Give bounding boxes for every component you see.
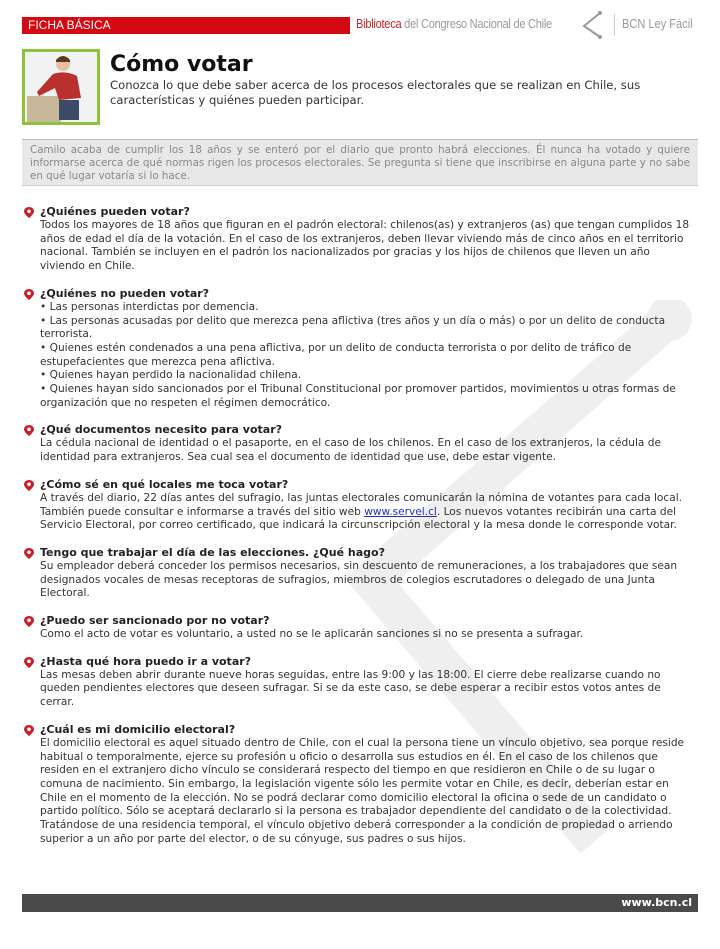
- footer-bar: www.bcn.cl: [22, 894, 698, 912]
- question-text: ¿Hasta qué hora puedo ir a votar?: [40, 654, 252, 668]
- faq-answer-line: • Las personas interdictas por demencia.: [40, 300, 259, 313]
- faq-answer-line: Como el acto de votar es voluntario, a usted no se le aplicarán sanciones si no se presenta a sufragar.: [40, 628, 584, 641]
- location-pin-icon: [24, 616, 34, 627]
- faq-question: [24, 655, 692, 669]
- faq-answer-line: • Las personas acusadas por delito que merezca pena aflictiva (tres años y un día o más) o por un delito de conducta terrorista.: [40, 314, 666, 341]
- scenario-box: Camilo acaba de cumplir los 18 años y se enteró por el diario que pronto habrá elecciones. Él nunca ha votado y quiere informarse acerca de qué normas rigen los procesos electorales. Se pregunta si tiene que inscribirse en alguna parte y no sabe en qué lugar votaría si lo hace.: [22, 139, 698, 186]
- faq-answer-line: Las mesas deben abrir durante nueve horas seguidas, entre las 9:00 y las 18:00. El cierre debe realizarse cuando no queden pendientes electores que deseen sufragar. Si se da este caso, se debe esperar a recibir estos votos antes de cerrar.: [40, 668, 661, 709]
- servel-link[interactable]: www.servel.cl: [364, 505, 437, 518]
- faq-answer: [24, 492, 692, 533]
- faq-answer-line: Todos los mayores de 18 años que figuran en el padrón electoral: chilenos(as) y extranjeros (as) que tengan cumplidos 18 años de edad el día de la votación. En el caso de los extranjeros, deben llevar viviendo más de cinco años en el territorio nacional. También se incluyen en el padrón los nacionalizados por gracias y los hijos de chilenos que lleven un año viviendo en Chile.: [40, 219, 690, 273]
- faq-question: [24, 205, 692, 219]
- header-divider: [614, 14, 615, 36]
- faq-section: [24, 478, 692, 533]
- faq-answer-line: La cédula nacional de identidad o el pasaporte, en el caso de los chilenos. En el caso de los extranjeros, la cédula de identidad para extranjeros. Sea cual sea el documento de identidad que use, debe estar vigente.: [40, 437, 662, 464]
- faq-answer-line: • Quienes hayan perdido la nacionalidad chilena.: [40, 369, 302, 382]
- question-text: ¿Qué documentos necesito para votar?: [40, 423, 283, 437]
- question-text: ¿Quiénes pueden votar?: [40, 205, 190, 218]
- page-title: Cómo votar: [110, 52, 253, 77]
- location-pin-icon: [24, 207, 34, 218]
- voter-icon: [25, 52, 97, 122]
- question-text: ¿Puedo ser sancionado por no votar?: [40, 614, 270, 628]
- faq-section: [24, 205, 692, 274]
- faq-question: [24, 546, 692, 560]
- brand-rest: del Congreso Nacional de Chile: [401, 16, 552, 31]
- location-pin-icon: [24, 725, 34, 736]
- location-pin-icon: [24, 657, 34, 668]
- location-pin-icon: [24, 425, 34, 436]
- faq-answer-line: • Quienes hayan sido sancionados por el Tribunal Constitucional por promover partidos, movimientos u otras formas de organización que no respeten el régimen democrático.: [40, 383, 676, 409]
- question-text: ¿Cómo sé en qué locales me toca votar?: [40, 477, 289, 491]
- question-text: Tengo que trabajar el día de las elecciones. ¿Qué hago?: [40, 545, 385, 559]
- answer-text: . Los nuevos votantes recibirán una carta del Servicio Electoral, por correo certificado, que indicará la circunscripción electoral y la mesa donde le corresponde votar.: [40, 505, 677, 532]
- question-text: ¿Cuál es mi domicilio electoral?: [40, 722, 236, 736]
- location-pin-icon: [24, 289, 34, 300]
- faq-section: [24, 614, 692, 642]
- ficha-basica-bar: FICHA BÁSICA: [22, 17, 350, 34]
- brand-bold: Biblioteca: [356, 16, 402, 31]
- faq-answer-line: El domicilio electoral es aquel situado dentro de Chile, con el cual la persona tiene un vínculo objetivo, sea porque reside habitual o temporalmente, ejerce su profesión u oficio o desarrolla sus estudios en él. En el caso de los chilenos que residen en el extranjero dicho vínculo se considerará respecto del tiempo en que residieron en Chile o de su lugar o comuna de nacimiento. Sin embargo, la legislación vigente sólo les permite votar en Chile, es decir, deberían estar en Chile en el momento de la elección. No se podrá declarar como domicilio electoral la oficina o sede de un candidato o partido político. Sólo se aceptará declararlo si la persona es trabajador dependiente del candidato o de la colectividad. Tratándose de una residencia temporal, el vínculo objetivo deberá corresponder a la condición de propiedad o arriendo superior a un año por parte del elector, o de su cónyuge, sus padres o sus hijos.: [40, 736, 685, 845]
- faq-question: [24, 287, 692, 301]
- faq-answer-line: Su empleador deberá conceder los permisos necesarios, sin descuento de remuneraciones, a los trabajadores que sean designados vocales de mesas receptoras de sufragios, miembros de colegios escrutadores o delegado de una Junta Electoral.: [40, 559, 678, 600]
- answer-text: A través del diario, 22 días antes del sufragio, las juntas electorales comunicarán la nómina de votantes para cada local. También puede consultar e informarse a través del sitio web: [40, 491, 683, 518]
- faq-section: [24, 287, 692, 411]
- faq-question: [24, 423, 692, 437]
- faq-question: [24, 614, 692, 628]
- location-pin-icon: [24, 480, 34, 491]
- page-subtitle: Conozca lo que debe saber acerca de los procesos electorales que se realizan en Chile, sus características y quiénes pueden participar.: [110, 78, 641, 107]
- faq-section: [24, 546, 692, 601]
- product-name: BCN Ley Fácil: [622, 16, 693, 31]
- bcn-logo-icon: [578, 10, 608, 40]
- faq-question: [24, 723, 692, 737]
- faq-sections: [24, 205, 692, 860]
- faq-section: [24, 655, 692, 710]
- brand-name: [356, 16, 552, 31]
- location-pin-icon: [24, 548, 34, 559]
- faq-answer-line: • Quienes estén condenados a una pena aflictiva, por un delito de conducta terrorista o por delito de tráfico de estupefacientes que merezca pena aflictiva.: [40, 341, 632, 368]
- question-text: ¿Quiénes no pueden votar?: [40, 286, 210, 300]
- faq-section: [24, 723, 692, 847]
- voter-illustration: [22, 49, 100, 125]
- faq-question: [24, 478, 692, 492]
- faq-section: [24, 423, 692, 464]
